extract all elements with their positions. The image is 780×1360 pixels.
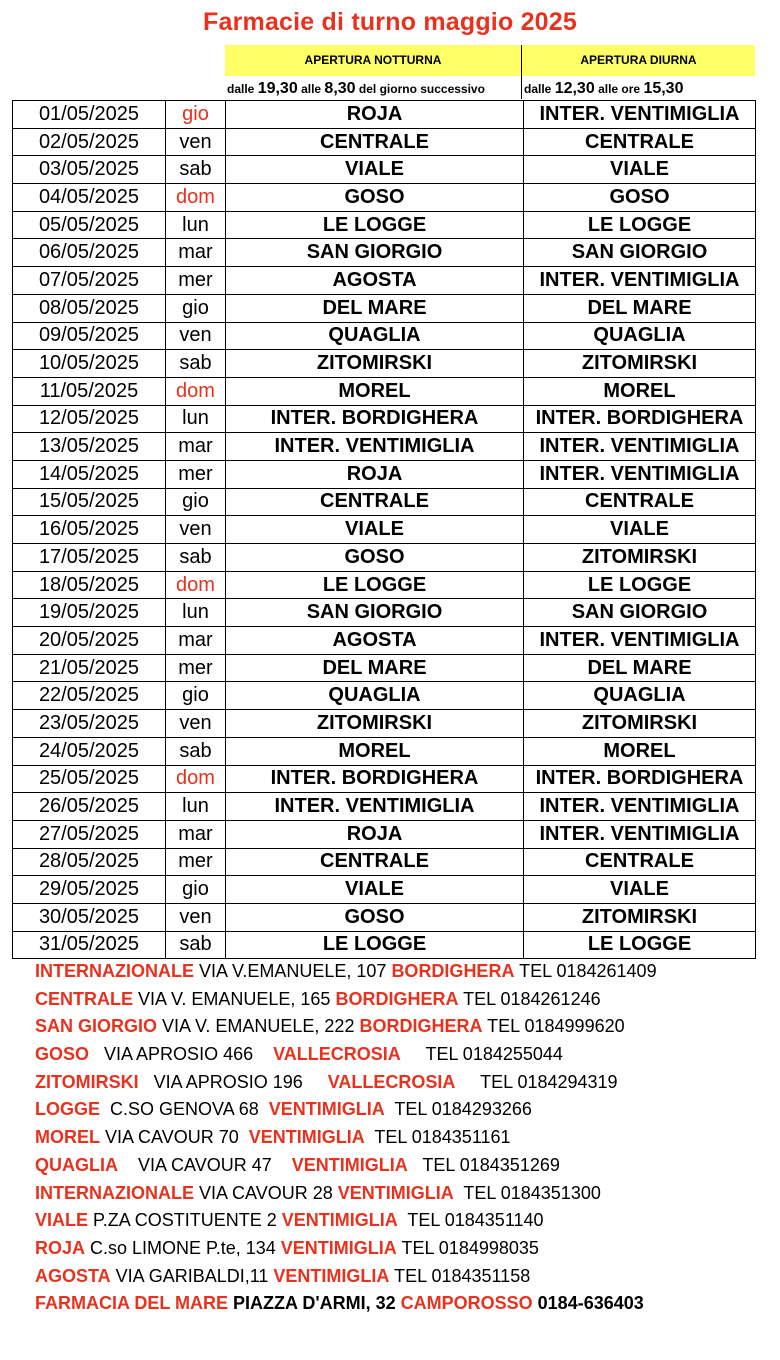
date-cell: 18/05/2025	[13, 571, 166, 599]
night-pharmacy-cell: SAN GIORGIO	[226, 239, 524, 267]
night-pharmacy-cell: CENTRALE	[226, 848, 524, 876]
night-pharmacy-cell: SAN GIORGIO	[226, 599, 524, 627]
night-pharmacy-cell: GOSO	[226, 544, 524, 572]
night-pharmacy-cell: AGOSTA	[226, 627, 524, 655]
table-row	[13, 184, 756, 212]
table-row	[13, 848, 756, 876]
pharmacy-phone: TEL 0184998035	[396, 1237, 539, 1258]
day-times: dalle 12,30 alle ore 15,30	[524, 80, 684, 97]
night-times: dalle 19,30 alle 8,30 del giorno successivo	[227, 80, 485, 97]
date-cell: 06/05/2025	[13, 239, 166, 267]
date-cell: 29/05/2025	[13, 876, 166, 904]
table-row	[13, 267, 756, 295]
directory-entry	[35, 1290, 765, 1318]
weekday-cell: gio	[166, 101, 226, 129]
schedule-table	[12, 100, 756, 959]
table-row	[13, 211, 756, 239]
table-row	[13, 156, 756, 184]
pharmacy-city: VENTIMIGLIA	[281, 1210, 398, 1231]
pharmacy-address: VIA CAVOUR 70	[100, 1127, 249, 1148]
directory-entry	[35, 1235, 765, 1263]
night-pharmacy-cell: VIALE	[226, 516, 524, 544]
pharmacy-city: VALLECROSIA	[327, 1071, 456, 1092]
weekday-cell: gio	[166, 294, 226, 322]
pharmacy-address: VIA APROSIO 466	[89, 1044, 274, 1065]
weekday-cell: mer	[166, 654, 226, 682]
weekday-cell: mar	[166, 627, 226, 655]
table-row	[13, 460, 756, 488]
pharmacy-address: VIA V. EMANUELE, 165	[133, 988, 336, 1009]
table-row	[13, 322, 756, 350]
column-header	[225, 45, 755, 99]
day-pharmacy-cell: INTER. VENTIMIGLIA	[524, 793, 756, 821]
pharmacy-name: MOREL	[35, 1127, 100, 1148]
table-row	[13, 433, 756, 461]
day-label: APERTURA DIURNA	[580, 53, 697, 67]
directory-entry	[35, 1069, 765, 1097]
table-row	[13, 239, 756, 267]
directory-entry	[35, 1096, 765, 1124]
pharmacy-address: VIA V. EMANUELE, 222	[157, 1016, 360, 1037]
day-pharmacy-cell: SAN GIORGIO	[524, 599, 756, 627]
night-pharmacy-cell: ROJA	[226, 460, 524, 488]
table-row	[13, 128, 756, 156]
pharmacy-phone: TEL 0184261246	[458, 988, 601, 1009]
table-row	[13, 765, 756, 793]
table-row	[13, 627, 756, 655]
day-pharmacy-cell: CENTRALE	[524, 488, 756, 516]
night-pharmacy-cell: DEL MARE	[226, 294, 524, 322]
pharmacy-phone: TEL 0184999620	[482, 1016, 625, 1037]
pharmacy-address: VIA CAVOUR 28	[194, 1182, 338, 1203]
table-row	[13, 516, 756, 544]
day-pharmacy-cell: ZITOMIRSKI	[524, 350, 756, 378]
night-pharmacy-cell: AGOSTA	[226, 267, 524, 295]
date-cell: 07/05/2025	[13, 267, 166, 295]
date-cell: 01/05/2025	[13, 101, 166, 129]
pharmacy-directory	[35, 958, 765, 1318]
date-cell: 20/05/2025	[13, 627, 166, 655]
weekday-cell: ven	[166, 710, 226, 738]
pharmacy-name: QUAGLIA	[35, 1154, 118, 1175]
directory-entry	[35, 1152, 765, 1180]
night-pharmacy-cell: DEL MARE	[226, 654, 524, 682]
day-pharmacy-cell: DEL MARE	[524, 294, 756, 322]
day-pharmacy-cell: INTER. VENTIMIGLIA	[524, 101, 756, 129]
table-row	[13, 544, 756, 572]
table-row	[13, 654, 756, 682]
day-pharmacy-cell: INTER. VENTIMIGLIA	[524, 460, 756, 488]
day-pharmacy-cell: ZITOMIRSKI	[524, 903, 756, 931]
table-row	[13, 903, 756, 931]
day-pharmacy-cell: ZITOMIRSKI	[524, 544, 756, 572]
directory-entry	[35, 958, 765, 986]
pharmacy-address: VIA GARIBALDI,11	[110, 1265, 274, 1286]
pharmacy-city: VALLECROSIA	[273, 1044, 401, 1065]
day-pharmacy-cell: INTER. VENTIMIGLIA	[524, 627, 756, 655]
pharmacy-name: INTERNAZIONALE	[35, 961, 194, 981]
night-pharmacy-cell: ZITOMIRSKI	[226, 350, 524, 378]
weekday-cell: ven	[166, 128, 226, 156]
weekday-cell: gio	[166, 682, 226, 710]
table-row	[13, 405, 756, 433]
night-pharmacy-cell: CENTRALE	[226, 488, 524, 516]
date-cell: 28/05/2025	[13, 848, 166, 876]
date-cell: 27/05/2025	[13, 820, 166, 848]
weekday-cell: mer	[166, 460, 226, 488]
date-cell: 03/05/2025	[13, 156, 166, 184]
date-cell: 05/05/2025	[13, 211, 166, 239]
table-row	[13, 820, 756, 848]
pharmacy-phone: TEL 0184294319	[455, 1071, 618, 1092]
table-row	[13, 599, 756, 627]
weekday-cell: mar	[166, 820, 226, 848]
day-pharmacy-cell: MOREL	[524, 737, 756, 765]
weekday-cell: sab	[166, 737, 226, 765]
pharmacy-name: ROJA	[35, 1237, 86, 1258]
weekday-cell: lun	[166, 405, 226, 433]
weekday-cell: gio	[166, 876, 226, 904]
pharmacy-city: CAMPOROSSO	[400, 1293, 533, 1314]
weekday-cell: ven	[166, 516, 226, 544]
day-pharmacy-cell: QUAGLIA	[524, 322, 756, 350]
table-row	[13, 931, 756, 959]
pharmacy-phone: TEL 0184351300	[453, 1182, 601, 1203]
date-cell: 17/05/2025	[13, 544, 166, 572]
pharmacy-address: VIA CAVOUR 47	[118, 1154, 292, 1175]
pharmacy-name: ZITOMIRSKI	[35, 1071, 139, 1092]
weekday-cell: dom	[166, 377, 226, 405]
table-row	[13, 488, 756, 516]
weekday-cell: mer	[166, 267, 226, 295]
night-pharmacy-cell: LE LOGGE	[226, 931, 524, 959]
directory-entry	[35, 1207, 765, 1235]
weekday-cell: mar	[166, 239, 226, 267]
day-pharmacy-cell: ZITOMIRSKI	[524, 710, 756, 738]
pharmacy-address: C.SO GENOVA 68	[100, 1099, 269, 1120]
table-row	[13, 294, 756, 322]
pharmacy-name: FARMACIA DEL MARE	[35, 1293, 228, 1314]
night-pharmacy-cell: QUAGLIA	[226, 682, 524, 710]
date-cell: 13/05/2025	[13, 433, 166, 461]
night-pharmacy-cell: LE LOGGE	[226, 211, 524, 239]
day-pharmacy-cell: VIALE	[524, 516, 756, 544]
day-pharmacy-cell: LE LOGGE	[524, 931, 756, 959]
pharmacy-phone: TEL 0184351269	[407, 1154, 560, 1175]
pharmacy-city: BORDIGHERA	[335, 988, 459, 1009]
page-title: Farmacie di turno maggio 2025	[203, 8, 577, 36]
night-pharmacy-cell: ZITOMIRSKI	[226, 710, 524, 738]
date-cell: 14/05/2025	[13, 460, 166, 488]
date-cell: 12/05/2025	[13, 405, 166, 433]
pharmacy-name: AGOSTA	[35, 1265, 111, 1286]
day-pharmacy-cell: INTER. VENTIMIGLIA	[524, 267, 756, 295]
pharmacy-name: GOSO	[35, 1044, 90, 1065]
pharmacy-address: C.so LIMONE P.te, 134	[85, 1237, 281, 1258]
weekday-cell: gio	[166, 488, 226, 516]
day-pharmacy-cell: VIALE	[524, 876, 756, 904]
directory-entry	[35, 1041, 765, 1069]
pharmacy-address: VIA V.EMANUELE, 107	[194, 961, 392, 981]
table-row	[13, 876, 756, 904]
date-cell: 26/05/2025	[13, 793, 166, 821]
day-pharmacy-cell: SAN GIORGIO	[524, 239, 756, 267]
pharmacy-phone: TEL 0184351140	[397, 1210, 544, 1231]
day-pharmacy-cell: INTER. BORDIGHERA	[524, 405, 756, 433]
pharmacy-city: VENTIMIGLIA	[248, 1127, 365, 1148]
day-pharmacy-cell: LE LOGGE	[524, 571, 756, 599]
night-pharmacy-cell: QUAGLIA	[226, 322, 524, 350]
weekday-cell: mar	[166, 433, 226, 461]
day-header	[522, 45, 755, 99]
day-pharmacy-cell: INTER. BORDIGHERA	[524, 765, 756, 793]
night-pharmacy-cell: ROJA	[226, 101, 524, 129]
day-pharmacy-cell: GOSO	[524, 184, 756, 212]
weekday-cell: dom	[166, 765, 226, 793]
weekday-cell: sab	[166, 931, 226, 959]
night-pharmacy-cell: CENTRALE	[226, 128, 524, 156]
directory-entry	[35, 1263, 765, 1291]
night-pharmacy-cell: INTER. BORDIGHERA	[226, 765, 524, 793]
weekday-cell: lun	[166, 793, 226, 821]
night-pharmacy-cell: MOREL	[226, 377, 524, 405]
weekday-cell: mer	[166, 848, 226, 876]
pharmacy-city: BORDIGHERA	[391, 961, 515, 981]
night-pharmacy-cell: INTER. VENTIMIGLIA	[226, 793, 524, 821]
date-cell: 22/05/2025	[13, 682, 166, 710]
pharmacy-city: VENTIMIGLIA	[291, 1154, 408, 1175]
weekday-cell: lun	[166, 211, 226, 239]
date-cell: 04/05/2025	[13, 184, 166, 212]
day-pharmacy-cell: DEL MARE	[524, 654, 756, 682]
pharmacy-name: CENTRALE	[35, 988, 133, 1009]
pharmacy-name: LOGGE	[35, 1099, 101, 1120]
night-pharmacy-cell: INTER. VENTIMIGLIA	[226, 433, 524, 461]
pharmacy-phone: TEL 0184261409	[514, 961, 657, 981]
date-cell: 30/05/2025	[13, 903, 166, 931]
pharmacy-city: VENTIMIGLIA	[273, 1265, 390, 1286]
night-pharmacy-cell: VIALE	[226, 876, 524, 904]
date-cell: 16/05/2025	[13, 516, 166, 544]
day-pharmacy-cell: MOREL	[524, 377, 756, 405]
table-row	[13, 737, 756, 765]
directory-entry	[35, 1180, 765, 1208]
pharmacy-address: PIAZZA D'ARMI, 32	[228, 1293, 401, 1314]
weekday-cell: sab	[166, 156, 226, 184]
night-pharmacy-cell: GOSO	[226, 184, 524, 212]
weekday-cell: dom	[166, 571, 226, 599]
pharmacy-phone: TEL 0184351158	[389, 1265, 531, 1286]
day-pharmacy-cell: INTER. VENTIMIGLIA	[524, 433, 756, 461]
day-pharmacy-cell: INTER. VENTIMIGLIA	[524, 820, 756, 848]
pharmacy-address: P.ZA COSTITUENTE 2	[88, 1210, 282, 1231]
weekday-cell: ven	[166, 903, 226, 931]
date-cell: 31/05/2025	[13, 931, 166, 959]
night-pharmacy-cell: INTER. BORDIGHERA	[226, 405, 524, 433]
day-pharmacy-cell: QUAGLIA	[524, 682, 756, 710]
date-cell: 25/05/2025	[13, 765, 166, 793]
pharmacy-name: SAN GIORGIO	[35, 1016, 158, 1037]
pharmacy-phone: TEL 0184351161	[364, 1127, 511, 1148]
date-cell: 08/05/2025	[13, 294, 166, 322]
pharmacy-city: VENTIMIGLIA	[268, 1099, 385, 1120]
pharmacy-phone: TEL 0184293266	[384, 1099, 532, 1120]
day-pharmacy-cell: LE LOGGE	[524, 211, 756, 239]
night-pharmacy-cell: ROJA	[226, 820, 524, 848]
pharmacy-city: BORDIGHERA	[359, 1016, 483, 1037]
day-pharmacy-cell: CENTRALE	[524, 848, 756, 876]
directory-entry	[35, 1013, 765, 1041]
night-pharmacy-cell: GOSO	[226, 903, 524, 931]
pharmacy-phone: 0184-636403	[532, 1293, 644, 1314]
night-label: APERTURA NOTTURNA	[304, 53, 442, 67]
weekday-cell: sab	[166, 350, 226, 378]
date-cell: 10/05/2025	[13, 350, 166, 378]
pharmacy-address: VIA APROSIO 196	[138, 1071, 328, 1092]
date-cell: 15/05/2025	[13, 488, 166, 516]
day-pharmacy-cell: VIALE	[524, 156, 756, 184]
date-cell: 24/05/2025	[13, 737, 166, 765]
weekday-cell: dom	[166, 184, 226, 212]
date-cell: 02/05/2025	[13, 128, 166, 156]
table-row	[13, 350, 756, 378]
weekday-cell: sab	[166, 544, 226, 572]
table-row	[13, 101, 756, 129]
table-row	[13, 571, 756, 599]
night-pharmacy-cell: VIALE	[226, 156, 524, 184]
day-pharmacy-cell: CENTRALE	[524, 128, 756, 156]
weekday-cell: ven	[166, 322, 226, 350]
date-cell: 11/05/2025	[13, 377, 166, 405]
pharmacy-city: VENTIMIGLIA	[337, 1182, 454, 1203]
pharmacy-phone: TEL 0184255044	[400, 1044, 563, 1065]
table-row	[13, 682, 756, 710]
date-cell: 23/05/2025	[13, 710, 166, 738]
table-row	[13, 377, 756, 405]
date-cell: 09/05/2025	[13, 322, 166, 350]
directory-entry	[35, 1124, 765, 1152]
weekday-cell: lun	[166, 599, 226, 627]
directory-entry	[35, 986, 765, 1014]
date-cell: 21/05/2025	[13, 654, 166, 682]
table-row	[13, 710, 756, 738]
date-cell: 19/05/2025	[13, 599, 166, 627]
night-header	[225, 45, 522, 99]
pharmacy-name: VIALE	[35, 1210, 89, 1231]
table-row	[13, 793, 756, 821]
night-pharmacy-cell: LE LOGGE	[226, 571, 524, 599]
pharmacy-name: INTERNAZIONALE	[35, 1182, 194, 1203]
night-pharmacy-cell: MOREL	[226, 737, 524, 765]
pharmacy-city: VENTIMIGLIA	[280, 1237, 397, 1258]
